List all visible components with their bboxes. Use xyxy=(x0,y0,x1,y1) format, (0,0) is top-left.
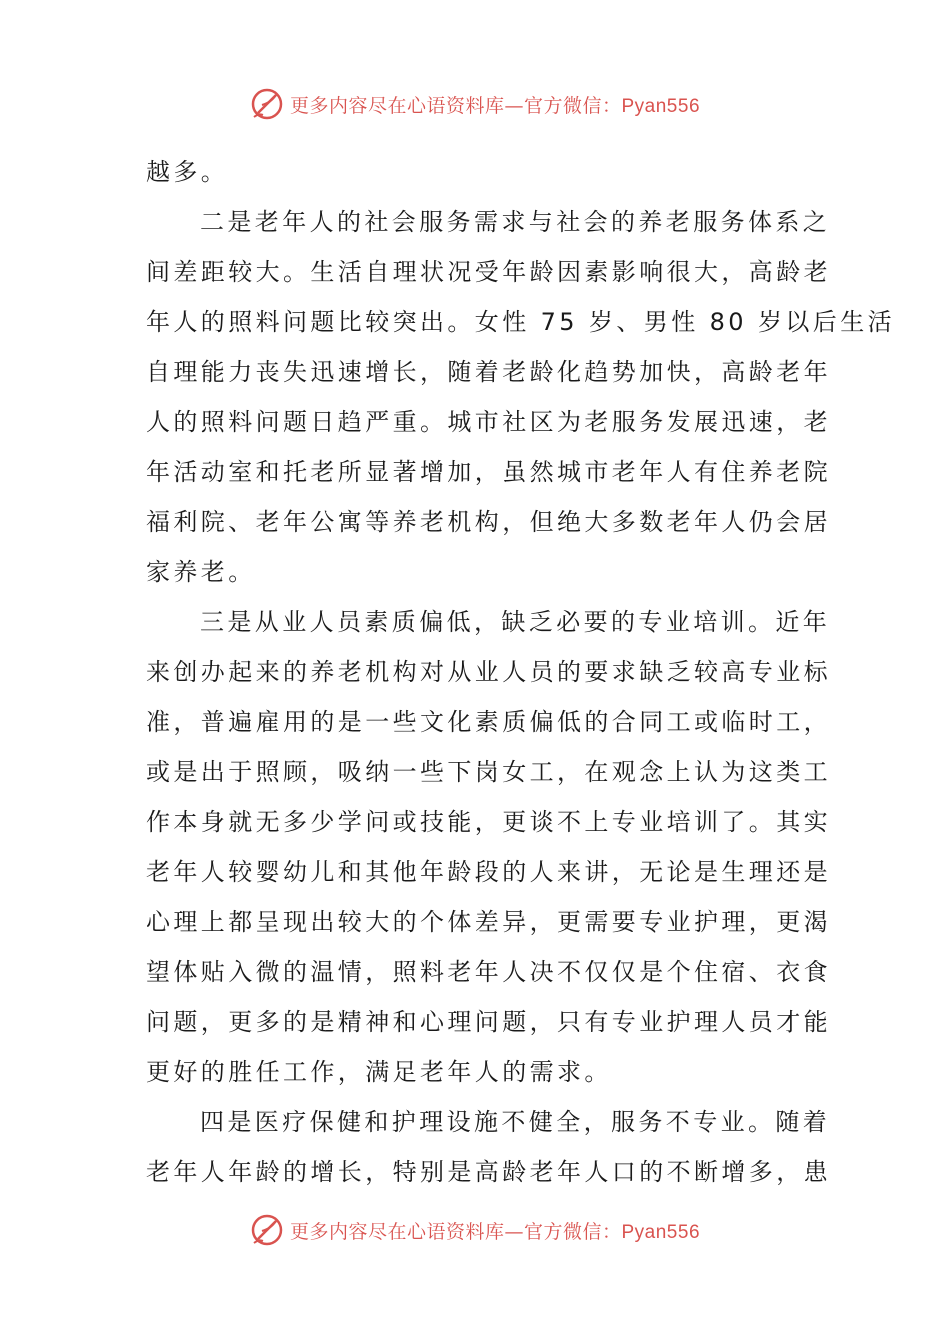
quill-logo-icon xyxy=(250,1213,284,1247)
text-line: 老年人年龄的增长，特别是高龄老年人口的不断增多，患 xyxy=(146,1158,831,1186)
text-line: 心理上都呈现出较大的个体差异，更需要专业护理，更渴 xyxy=(146,908,831,936)
text-line: 越多。 xyxy=(146,158,229,186)
banner-text xyxy=(290,91,700,118)
header-banner xyxy=(0,84,950,124)
text-line: 福利院、老年公寓等养老机构，但绝大多数老年人仍会居 xyxy=(146,508,831,536)
text-line: 家养老。 xyxy=(146,558,256,586)
wechat-id: Pyan556 xyxy=(621,1221,701,1243)
wechat-id: Pyan556 xyxy=(621,95,701,117)
text-line: 更好的胜任工作，满足老年人的需求。 xyxy=(146,1058,612,1086)
document-body xyxy=(146,147,895,1197)
text-line: 问题，更多的是精神和心理问题，只有专业护理人员才能 xyxy=(146,1008,831,1036)
quill-logo-icon xyxy=(250,87,284,121)
text-line: 年人的照料问题比较突出。女性 75 岁、男性 80 岁以后生活 xyxy=(146,308,895,336)
banner-slogan: 更多内容尽在心语资料库—官方微信： xyxy=(289,94,622,117)
text-line: 年活动室和托老所显著增加，虽然城市老年人有住养老院 xyxy=(146,458,831,486)
banner-slogan: 更多内容尽在心语资料库—官方微信： xyxy=(289,1220,622,1243)
banner-text xyxy=(290,1217,700,1244)
text-line: 来创办起来的养老机构对从业人员的要求缺乏较高专业标 xyxy=(146,658,831,686)
text-line: 望体贴入微的温情，照料老年人决不仅仅是个住宿、衣食 xyxy=(146,958,831,986)
footer-banner xyxy=(0,1210,950,1250)
text-line: 四是医疗保健和护理设施不健全，服务不专业。随着 xyxy=(200,1108,831,1136)
text-line: 三是从业人员素质偏低，缺乏必要的专业培训。近年 xyxy=(200,608,831,636)
text-line: 或是出于照顾，吸纳一些下岗女工，在观念上认为这类工 xyxy=(146,758,831,786)
text-line: 作本身就无多少学问或技能，更谈不上专业培训了。其实 xyxy=(146,808,831,836)
text-line: 老年人较婴幼儿和其他年龄段的人来讲，无论是生理还是 xyxy=(146,858,831,886)
text-line: 自理能力丧失迅速增长，随着老龄化趋势加快，高龄老年 xyxy=(146,358,831,386)
text-line: 人的照料问题日趋严重。城市社区为老服务发展迅速，老 xyxy=(146,408,831,436)
text-line: 间差距较大。生活自理状况受年龄因素影响很大，高龄老 xyxy=(146,258,831,286)
text-line: 二是老年人的社会服务需求与社会的养老服务体系之 xyxy=(200,208,831,236)
text-line: 准，普遍雇用的是一些文化素质偏低的合同工或临时工， xyxy=(146,708,831,736)
